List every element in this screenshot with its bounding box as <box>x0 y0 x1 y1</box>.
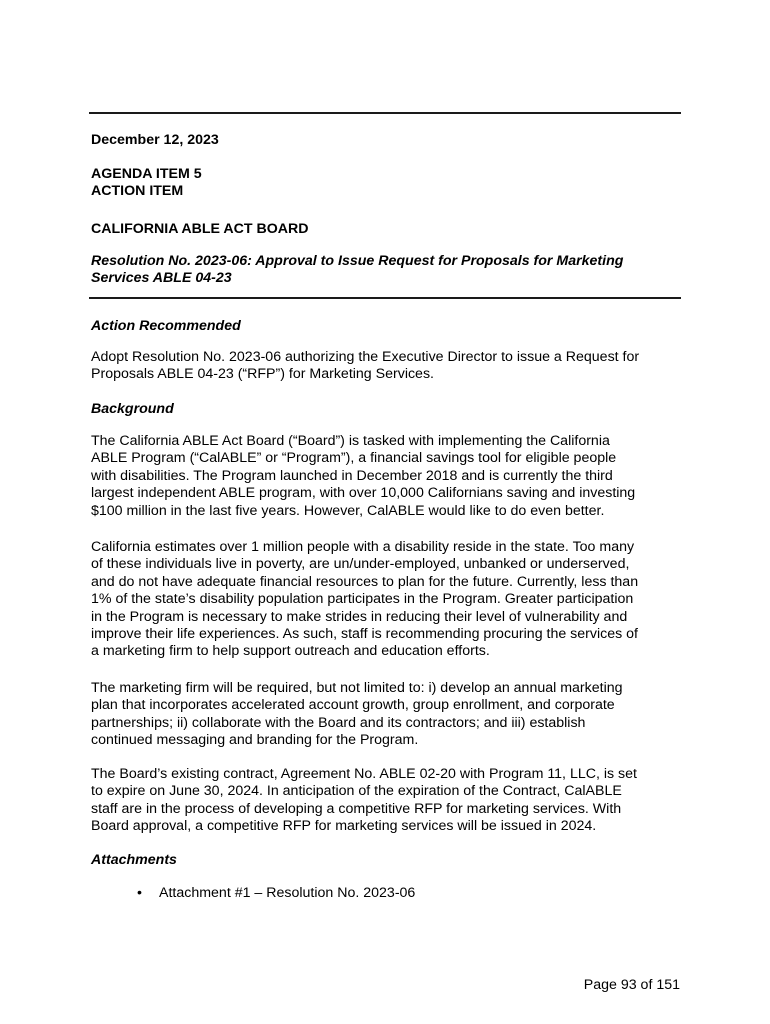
text-line: partnerships; ii) collaborate with the Board and its contractors; and iii) establish <box>91 714 586 731</box>
top-divider <box>89 112 681 114</box>
board-name: CALIFORNIA ABLE ACT BOARD <box>91 221 309 237</box>
bullet-icon: • <box>137 885 142 901</box>
text-line: Proposals ABLE 04-23 (“RFP”) for Marketing Services. <box>91 366 434 383</box>
text-line: continued messaging and branding for the Program. <box>91 732 419 749</box>
text-line: The marketing firm will be required, but not limited to: i) develop an annual marketing <box>91 680 623 696</box>
text-line: improve their life experiences. As such, staff is recommending procuring the services of <box>91 626 638 643</box>
resolution-title-line: Resolution No. 2023-06: Approval to Issue Request for Proposals for Marketing <box>91 253 624 269</box>
text-line: staff are in the process of developing a competitive RFP for marketing services. With <box>91 800 622 817</box>
resolution-title <box>91 253 683 288</box>
section-heading-action: Action Recommended <box>91 318 241 334</box>
text-line: Board approval, a competitive RFP for marketing services will be issued in 2024. <box>91 818 597 835</box>
resolution-title-line: Services ABLE 04-23 <box>91 270 232 287</box>
text-line: $100 million in the last five years. However, CalABLE would like to do even better. <box>91 502 605 519</box>
header-divider <box>89 297 681 299</box>
text-line: The Board’s existing contract, Agreement No. ABLE 02-20 with Program 11, LLC, is set <box>91 766 637 782</box>
section-heading-background: Background <box>91 401 174 417</box>
section-heading-attachments: Attachments <box>91 852 177 868</box>
text-line: and do not have adequate financial resources to plan for the future. Currently, less than <box>91 573 639 590</box>
text-line: to expire on June 30, 2024. In anticipation of the expiration of the Contract, CalABLE <box>91 783 622 800</box>
background-paragraph-1 <box>91 433 683 520</box>
text-line: largest independent ABLE program, with over 10,000 Californians saving and investing <box>91 485 636 502</box>
page-number: Page 93 of 151 <box>583 977 680 993</box>
text-line: California estimates over 1 million people with a disability reside in the state. Too many <box>91 539 635 555</box>
text-line: plan that incorporates accelerated account growth, group enrollment, and corporate <box>91 697 615 714</box>
text-line: in the Program is necessary to make strides in reducing their level of vulnerability and <box>91 608 628 625</box>
agenda-block <box>91 166 683 201</box>
text-line: of these individuals live in poverty, are un/under-employed, unbanked or underserved, <box>91 556 630 573</box>
text-line: The California ABLE Act Board (“Board”) is tasked with implementing the California <box>91 433 610 449</box>
text-line: with disabilities. The Program launched in December 2018 and is currently the third <box>91 467 613 484</box>
background-paragraph-2 <box>91 539 683 661</box>
action-paragraph <box>91 349 683 384</box>
background-paragraph-3 <box>91 680 683 750</box>
text-line: a marketing firm to help support outreach and education efforts. <box>91 643 490 660</box>
document-date: December 12, 2023 <box>91 132 219 148</box>
agenda-item-label: AGENDA ITEM 5 <box>91 166 202 182</box>
text-line: Adopt Resolution No. 2023-06 authorizing the Executive Director to issue a Request for <box>91 349 640 365</box>
item-type-label: ACTION ITEM <box>91 183 184 200</box>
attachment-label: Attachment #1 – Resolution No. 2023-06 <box>159 885 416 901</box>
attachment-list-item <box>137 885 415 902</box>
background-paragraph-4 <box>91 766 683 836</box>
text-line: ABLE Program (“CalABLE” or “Program”), a financial savings tool for eligible people <box>91 450 617 467</box>
text-line: 1% of the state’s disability population participates in the Program. Greater participation <box>91 591 634 608</box>
